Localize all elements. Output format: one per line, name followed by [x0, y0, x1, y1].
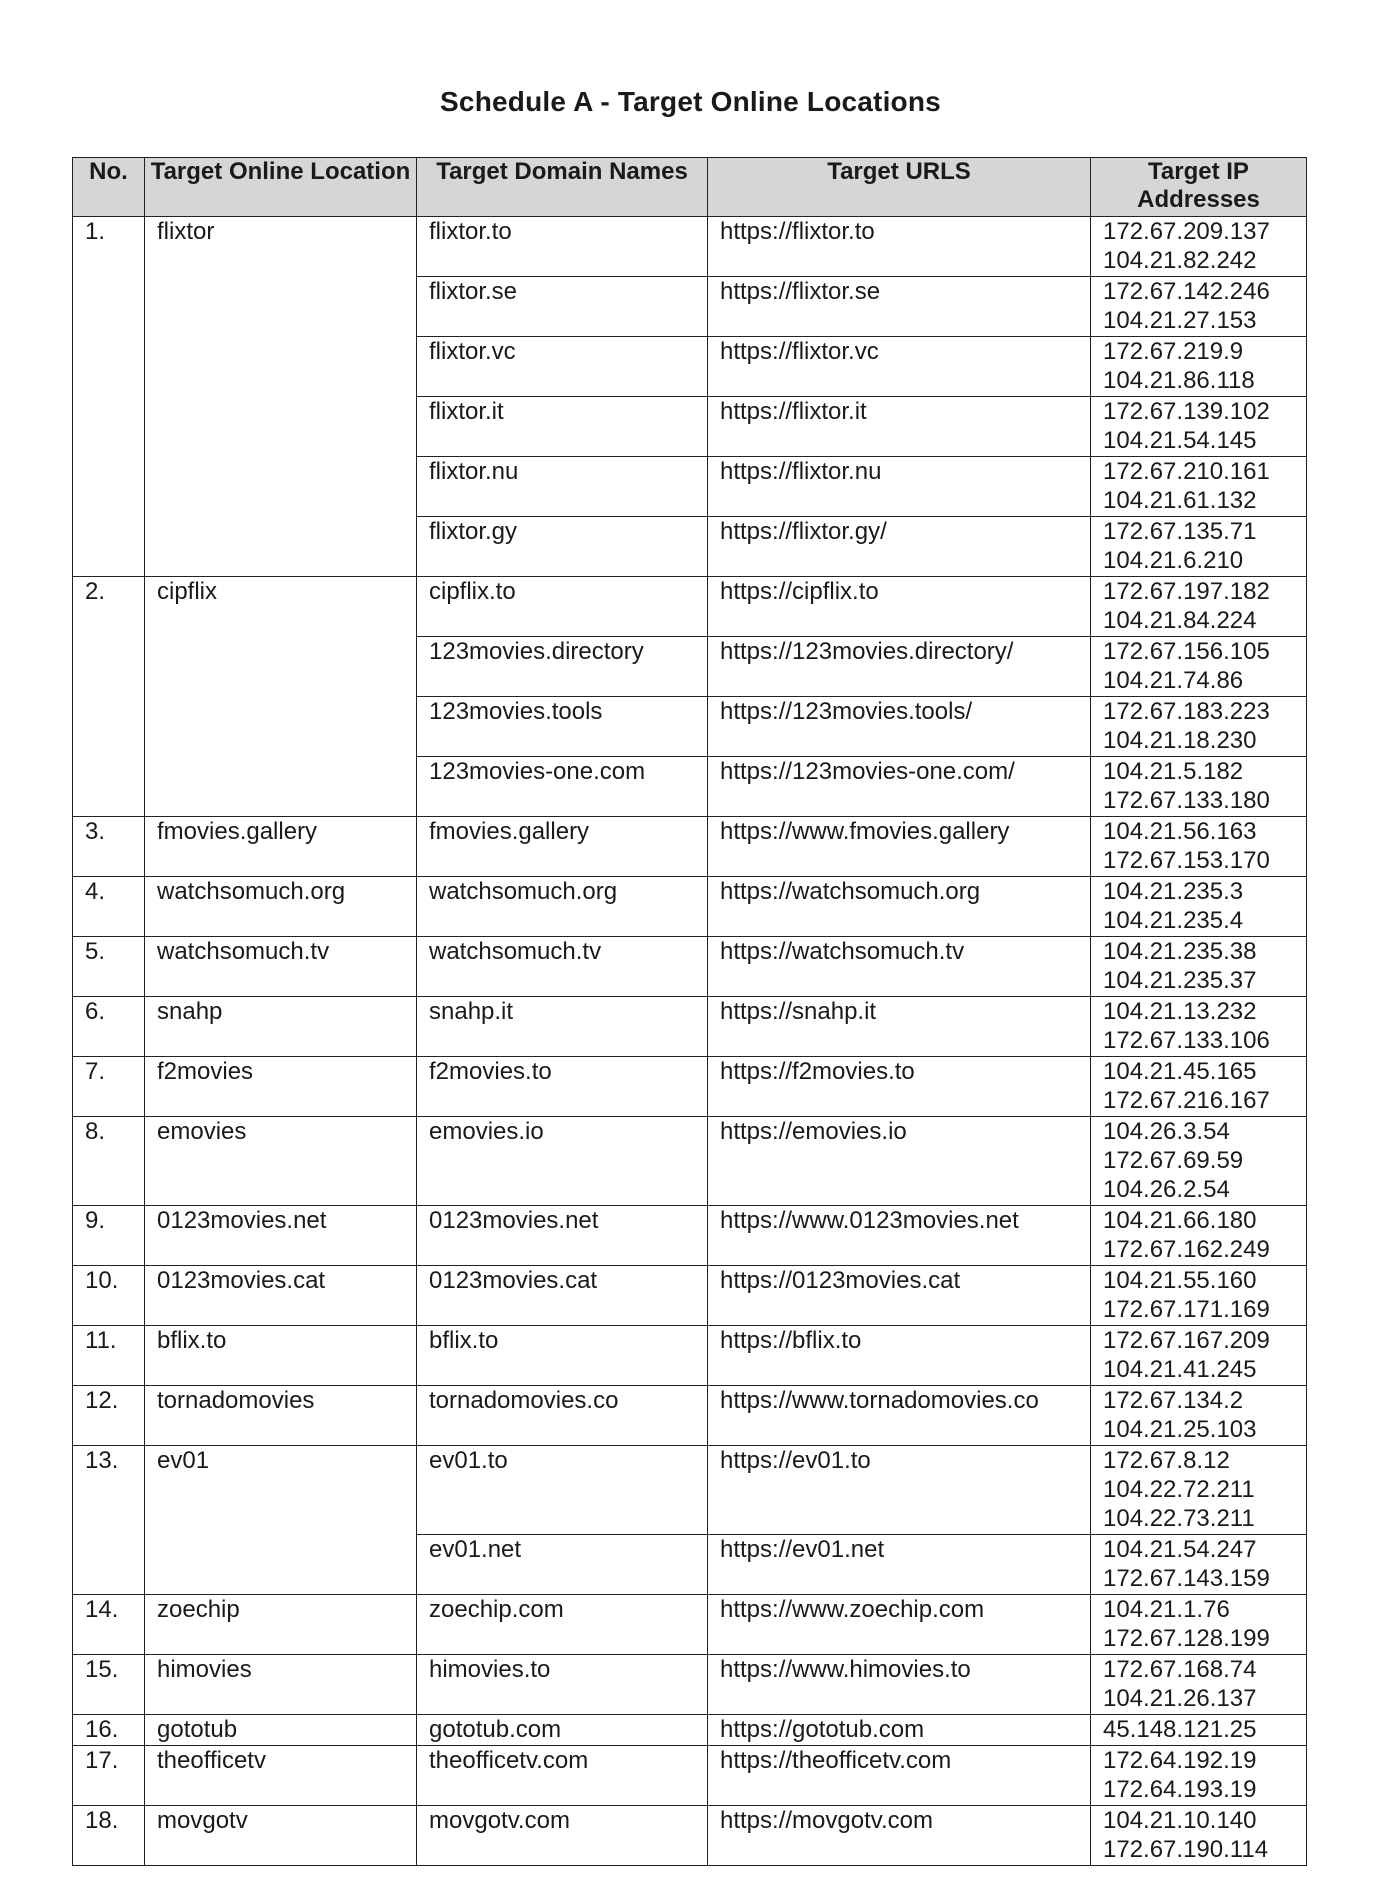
target-domain-name: himovies.to	[417, 1655, 708, 1715]
target-url: https://0123movies.cat	[708, 1266, 1091, 1326]
target-ip-addresses	[1091, 337, 1307, 397]
target-url: https://123movies-one.com/	[708, 757, 1091, 817]
ip-address: 172.67.139.102	[1103, 398, 1270, 425]
target-domain-name: fmovies.gallery	[417, 817, 708, 877]
target-online-location: flixtor	[145, 217, 417, 577]
target-ip-addresses	[1091, 1386, 1307, 1446]
row-number: 18.	[73, 1806, 145, 1866]
target-url: https://flixtor.to	[708, 217, 1091, 277]
target-ip-addresses	[1091, 1117, 1307, 1206]
target-ip-addresses	[1091, 1655, 1307, 1715]
target-domain-name: gototub.com	[417, 1715, 708, 1746]
table-row	[73, 1806, 1307, 1866]
target-online-location: fmovies.gallery	[145, 817, 417, 877]
row-number: 6.	[73, 997, 145, 1057]
ip-address: 104.21.56.163	[1103, 818, 1257, 845]
table-row	[73, 1655, 1307, 1715]
ip-address: 104.21.66.180	[1103, 1207, 1257, 1234]
target-url: https://watchsomuch.org	[708, 877, 1091, 937]
ip-address: 104.21.55.160	[1103, 1267, 1257, 1294]
row-number: 9.	[73, 1206, 145, 1266]
ip-address: 104.21.74.86	[1103, 667, 1244, 694]
target-url: https://cipflix.to	[708, 577, 1091, 637]
ip-address: 104.21.84.224	[1103, 607, 1257, 634]
table-row	[73, 577, 1307, 637]
target-ip-addresses	[1091, 277, 1307, 337]
ip-address: 45.148.121.25	[1103, 1716, 1257, 1743]
table-row	[73, 877, 1307, 937]
table-row	[73, 1266, 1307, 1326]
ip-address: 104.21.13.232	[1103, 998, 1257, 1025]
target-url: https://flixtor.it	[708, 397, 1091, 457]
ip-address: 104.21.26.137	[1103, 1685, 1257, 1712]
target-domain-name: 0123movies.cat	[417, 1266, 708, 1326]
ip-address: 172.67.8.12	[1103, 1447, 1230, 1474]
target-url: https://snahp.it	[708, 997, 1091, 1057]
ip-address: 172.67.133.106	[1103, 1027, 1270, 1054]
target-online-location: 0123movies.net	[145, 1206, 417, 1266]
ip-address: 172.67.209.137	[1103, 218, 1270, 245]
target-ip-addresses	[1091, 577, 1307, 637]
table-row	[73, 1206, 1307, 1266]
target-url: https://flixtor.vc	[708, 337, 1091, 397]
row-number: 12.	[73, 1386, 145, 1446]
target-ip-addresses	[1091, 1535, 1307, 1595]
ip-address: 104.21.5.182	[1103, 758, 1244, 785]
header-target-ip-addresses: Target IP Addresses	[1091, 158, 1307, 217]
target-ip-addresses	[1091, 1206, 1307, 1266]
table-row	[73, 1117, 1307, 1206]
target-online-location: ev01	[145, 1446, 417, 1595]
page-title: Schedule A - Target Online Locations	[440, 86, 941, 117]
ip-address: 172.67.128.199	[1103, 1625, 1270, 1652]
ip-address: 104.21.41.245	[1103, 1356, 1257, 1383]
target-url: https://bflix.to	[708, 1326, 1091, 1386]
target-domain-name: bflix.to	[417, 1326, 708, 1386]
ip-address: 104.22.72.211	[1103, 1476, 1255, 1503]
ip-address: 172.67.135.71	[1103, 518, 1257, 545]
ip-address: 172.67.134.2	[1103, 1387, 1244, 1414]
ip-address: 172.67.156.105	[1103, 638, 1270, 665]
row-number: 3.	[73, 817, 145, 877]
target-domain-name: tornadomovies.co	[417, 1386, 708, 1446]
target-ip-addresses	[1091, 1057, 1307, 1117]
table-row	[73, 1386, 1307, 1446]
table-body	[73, 217, 1307, 1866]
target-ip-addresses	[1091, 1715, 1307, 1746]
target-domain-name: snahp.it	[417, 997, 708, 1057]
table-row	[73, 1446, 1307, 1535]
target-domain-name: 123movies.directory	[417, 637, 708, 697]
ip-address: 104.21.235.38	[1103, 938, 1257, 965]
table-row	[73, 997, 1307, 1057]
target-domain-name: ev01.net	[417, 1535, 708, 1595]
target-url: https://www.fmovies.gallery	[708, 817, 1091, 877]
table-row	[73, 1057, 1307, 1117]
header-target-domain-names: Target Domain Names	[417, 158, 708, 217]
ip-address: 172.67.197.182	[1103, 578, 1270, 605]
table-row	[73, 817, 1307, 877]
target-online-location: emovies	[145, 1117, 417, 1206]
target-domain-name: theofficetv.com	[417, 1746, 708, 1806]
target-url: https://ev01.net	[708, 1535, 1091, 1595]
ip-address: 172.67.153.170	[1103, 847, 1270, 874]
header-target-urls: Target URLS	[708, 158, 1091, 217]
target-url: https://gototub.com	[708, 1715, 1091, 1746]
target-ip-addresses	[1091, 1326, 1307, 1386]
target-ip-addresses	[1091, 1806, 1307, 1866]
ip-address: 172.67.183.223	[1103, 698, 1270, 725]
target-online-location: watchsomuch.org	[145, 877, 417, 937]
ip-address: 104.21.6.210	[1103, 547, 1244, 574]
target-ip-addresses	[1091, 937, 1307, 997]
target-url: https://www.zoechip.com	[708, 1595, 1091, 1655]
ip-address: 172.64.193.19	[1103, 1776, 1257, 1803]
ip-address: 104.21.10.140	[1103, 1807, 1257, 1834]
row-number: 11.	[73, 1326, 145, 1386]
target-url: https://www.himovies.to	[708, 1655, 1091, 1715]
ip-address: 172.67.167.209	[1103, 1327, 1270, 1354]
ip-address: 104.21.235.37	[1103, 967, 1257, 994]
target-url: https://f2movies.to	[708, 1057, 1091, 1117]
target-url: https://ev01.to	[708, 1446, 1091, 1535]
ip-address: 104.21.235.3	[1103, 878, 1244, 905]
row-number: 2.	[73, 577, 145, 817]
ip-address: 104.21.61.132	[1103, 487, 1257, 514]
target-locations-table	[72, 157, 1307, 1866]
target-url: https://123movies.tools/	[708, 697, 1091, 757]
ip-address: 172.67.143.159	[1103, 1565, 1270, 1592]
target-online-location: bflix.to	[145, 1326, 417, 1386]
ip-address: 172.67.171.169	[1103, 1296, 1270, 1323]
target-domain-name: ev01.to	[417, 1446, 708, 1535]
target-domain-name: 0123movies.net	[417, 1206, 708, 1266]
target-ip-addresses	[1091, 817, 1307, 877]
target-online-location: snahp	[145, 997, 417, 1057]
ip-address: 104.22.73.211	[1103, 1505, 1255, 1532]
ip-address: 104.21.45.165	[1103, 1058, 1257, 1085]
row-number: 13.	[73, 1446, 145, 1595]
target-url: https://flixtor.nu	[708, 457, 1091, 517]
target-domain-name: watchsomuch.org	[417, 877, 708, 937]
ip-address: 172.67.133.180	[1103, 787, 1270, 814]
ip-address: 104.21.1.76	[1103, 1596, 1230, 1623]
ip-address: 104.26.2.54	[1103, 1176, 1230, 1203]
target-online-location: movgotv	[145, 1806, 417, 1866]
ip-address: 172.67.216.167	[1103, 1087, 1270, 1114]
table-row	[73, 1595, 1307, 1655]
target-online-location: watchsomuch.tv	[145, 937, 417, 997]
ip-address: 104.21.54.145	[1103, 427, 1257, 454]
target-online-location: f2movies	[145, 1057, 417, 1117]
target-domain-name: flixtor.it	[417, 397, 708, 457]
target-domain-name: flixtor.vc	[417, 337, 708, 397]
target-ip-addresses	[1091, 997, 1307, 1057]
target-domain-name: flixtor.nu	[417, 457, 708, 517]
row-number: 1.	[73, 217, 145, 577]
table-row	[73, 1715, 1307, 1746]
target-online-location: gototub	[145, 1715, 417, 1746]
target-domain-name: 123movies.tools	[417, 697, 708, 757]
target-online-location: cipflix	[145, 577, 417, 817]
ip-address: 172.67.190.114	[1103, 1836, 1269, 1863]
target-ip-addresses	[1091, 517, 1307, 577]
target-domain-name: zoechip.com	[417, 1595, 708, 1655]
target-url: https://movgotv.com	[708, 1806, 1091, 1866]
target-ip-addresses	[1091, 877, 1307, 937]
target-domain-name: f2movies.to	[417, 1057, 708, 1117]
row-number: 16.	[73, 1715, 145, 1746]
table-header-row	[73, 158, 1307, 217]
row-number: 4.	[73, 877, 145, 937]
target-domain-name: flixtor.gy	[417, 517, 708, 577]
table-row	[73, 217, 1307, 277]
target-url: https://watchsomuch.tv	[708, 937, 1091, 997]
row-number: 8.	[73, 1117, 145, 1206]
ip-address: 172.67.162.249	[1103, 1236, 1270, 1263]
target-url: https://theofficetv.com	[708, 1746, 1091, 1806]
ip-address: 104.21.18.230	[1103, 727, 1257, 754]
ip-address: 172.67.142.246	[1103, 278, 1270, 305]
table-row	[73, 1326, 1307, 1386]
target-ip-addresses	[1091, 1595, 1307, 1655]
target-ip-addresses	[1091, 1446, 1307, 1535]
ip-address: 172.64.192.19	[1103, 1747, 1257, 1774]
ip-address: 172.67.210.161	[1103, 458, 1270, 485]
target-online-location: himovies	[145, 1655, 417, 1715]
target-domain-name: cipflix.to	[417, 577, 708, 637]
target-domain-name: movgotv.com	[417, 1806, 708, 1866]
ip-address: 104.26.3.54	[1103, 1118, 1230, 1145]
target-ip-addresses	[1091, 697, 1307, 757]
target-domain-name: 123movies-one.com	[417, 757, 708, 817]
target-ip-addresses	[1091, 637, 1307, 697]
target-url: https://flixtor.gy/	[708, 517, 1091, 577]
ip-address: 104.21.235.4	[1103, 907, 1244, 934]
target-ip-addresses	[1091, 397, 1307, 457]
target-url: https://www.0123movies.net	[708, 1206, 1091, 1266]
row-number: 5.	[73, 937, 145, 997]
ip-address: 172.67.168.74	[1103, 1656, 1257, 1683]
ip-address: 104.21.82.242	[1103, 247, 1257, 274]
row-number: 14.	[73, 1595, 145, 1655]
target-ip-addresses	[1091, 1266, 1307, 1326]
ip-address: 104.21.86.118	[1103, 367, 1255, 394]
target-domain-name: watchsomuch.tv	[417, 937, 708, 997]
header-no: No.	[73, 158, 145, 217]
table-row	[73, 937, 1307, 997]
row-number: 15.	[73, 1655, 145, 1715]
ip-address: 172.67.69.59	[1103, 1147, 1244, 1174]
header-target-online-location: Target Online Location	[145, 158, 417, 217]
target-online-location: tornadomovies	[145, 1386, 417, 1446]
target-ip-addresses	[1091, 217, 1307, 277]
target-domain-name: flixtor.to	[417, 217, 708, 277]
target-online-location: theofficetv	[145, 1746, 417, 1806]
ip-address: 104.21.25.103	[1103, 1416, 1257, 1443]
table-row	[73, 1746, 1307, 1806]
target-online-location: zoechip	[145, 1595, 417, 1655]
row-number: 7.	[73, 1057, 145, 1117]
ip-address: 104.21.27.153	[1103, 307, 1257, 334]
target-online-location: 0123movies.cat	[145, 1266, 417, 1326]
target-url: https://123movies.directory/	[708, 637, 1091, 697]
ip-address: 104.21.54.247	[1103, 1536, 1257, 1563]
target-ip-addresses	[1091, 757, 1307, 817]
target-url: https://flixtor.se	[708, 277, 1091, 337]
row-number: 10.	[73, 1266, 145, 1326]
target-domain-name: flixtor.se	[417, 277, 708, 337]
target-ip-addresses	[1091, 457, 1307, 517]
target-url: https://emovies.io	[708, 1117, 1091, 1206]
target-ip-addresses	[1091, 1746, 1307, 1806]
target-url: https://www.tornadomovies.co	[708, 1386, 1091, 1446]
ip-address: 172.67.219.9	[1103, 338, 1244, 365]
target-domain-name: emovies.io	[417, 1117, 708, 1206]
row-number: 17.	[73, 1746, 145, 1806]
